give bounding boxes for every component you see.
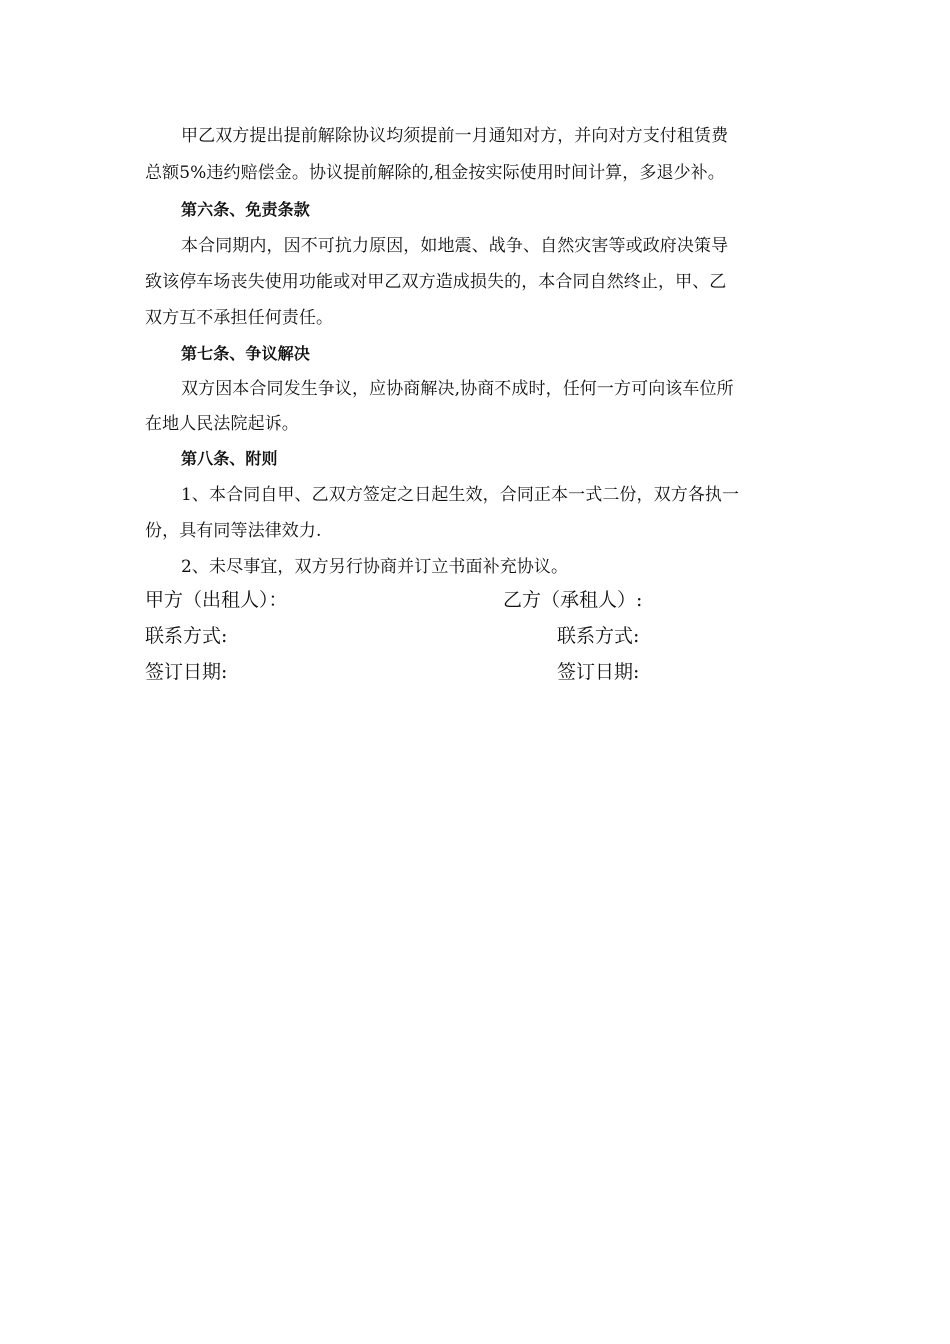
article6-line-1: 本合同期内，因不可抗力原因，如地震、战争、自然灾害等或政府决策导	[181, 236, 729, 256]
article5-line-2: 总额5%违约赔偿金。协议提前解除的,租金按实际使用时间计算，多退少补。	[145, 163, 725, 183]
party-b-contact-label: 联系方式:	[557, 625, 640, 647]
article7-line-2: 在地人民法院起诉。	[145, 414, 299, 434]
article7-heading: 第七条、争议解决	[181, 344, 310, 363]
party-a-date-label: 签订日期:	[145, 661, 228, 683]
party-a-label: 甲方（出租人）：	[145, 589, 288, 611]
article8-line-3: 2、未尽事宜，双方另行协商并订立书面补充协议。	[181, 557, 569, 577]
article6-line-2: 致该停车场丧失使用功能或对甲乙双方造成损失的，本合同自然终止，甲、乙	[145, 272, 727, 292]
article8-line-2: 份，具有同等法律效力.	[145, 521, 322, 541]
article8-line-1: 1、本合同自甲、乙双方签定之日起生效，合同正本一式二份，双方各执一	[181, 485, 740, 505]
article8-heading: 第八条、附则	[181, 449, 278, 468]
article7-line-1: 双方因本合同发生争议，应协商解决,协商不成时，任何一方可向该车位所	[181, 379, 734, 399]
article5-line-1: 甲乙双方提出提前解除协议均须提前一月通知对方，并向对方支付租赁费	[181, 126, 729, 146]
party-b-label: 乙方（承租人）:	[503, 589, 643, 611]
article6-line-3: 双方互不承担任何责任。	[145, 308, 334, 328]
party-a-contact-label: 联系方式:	[145, 625, 228, 647]
article6-heading: 第六条、免责条款	[181, 200, 310, 219]
party-b-date-label: 签订日期:	[557, 661, 640, 683]
